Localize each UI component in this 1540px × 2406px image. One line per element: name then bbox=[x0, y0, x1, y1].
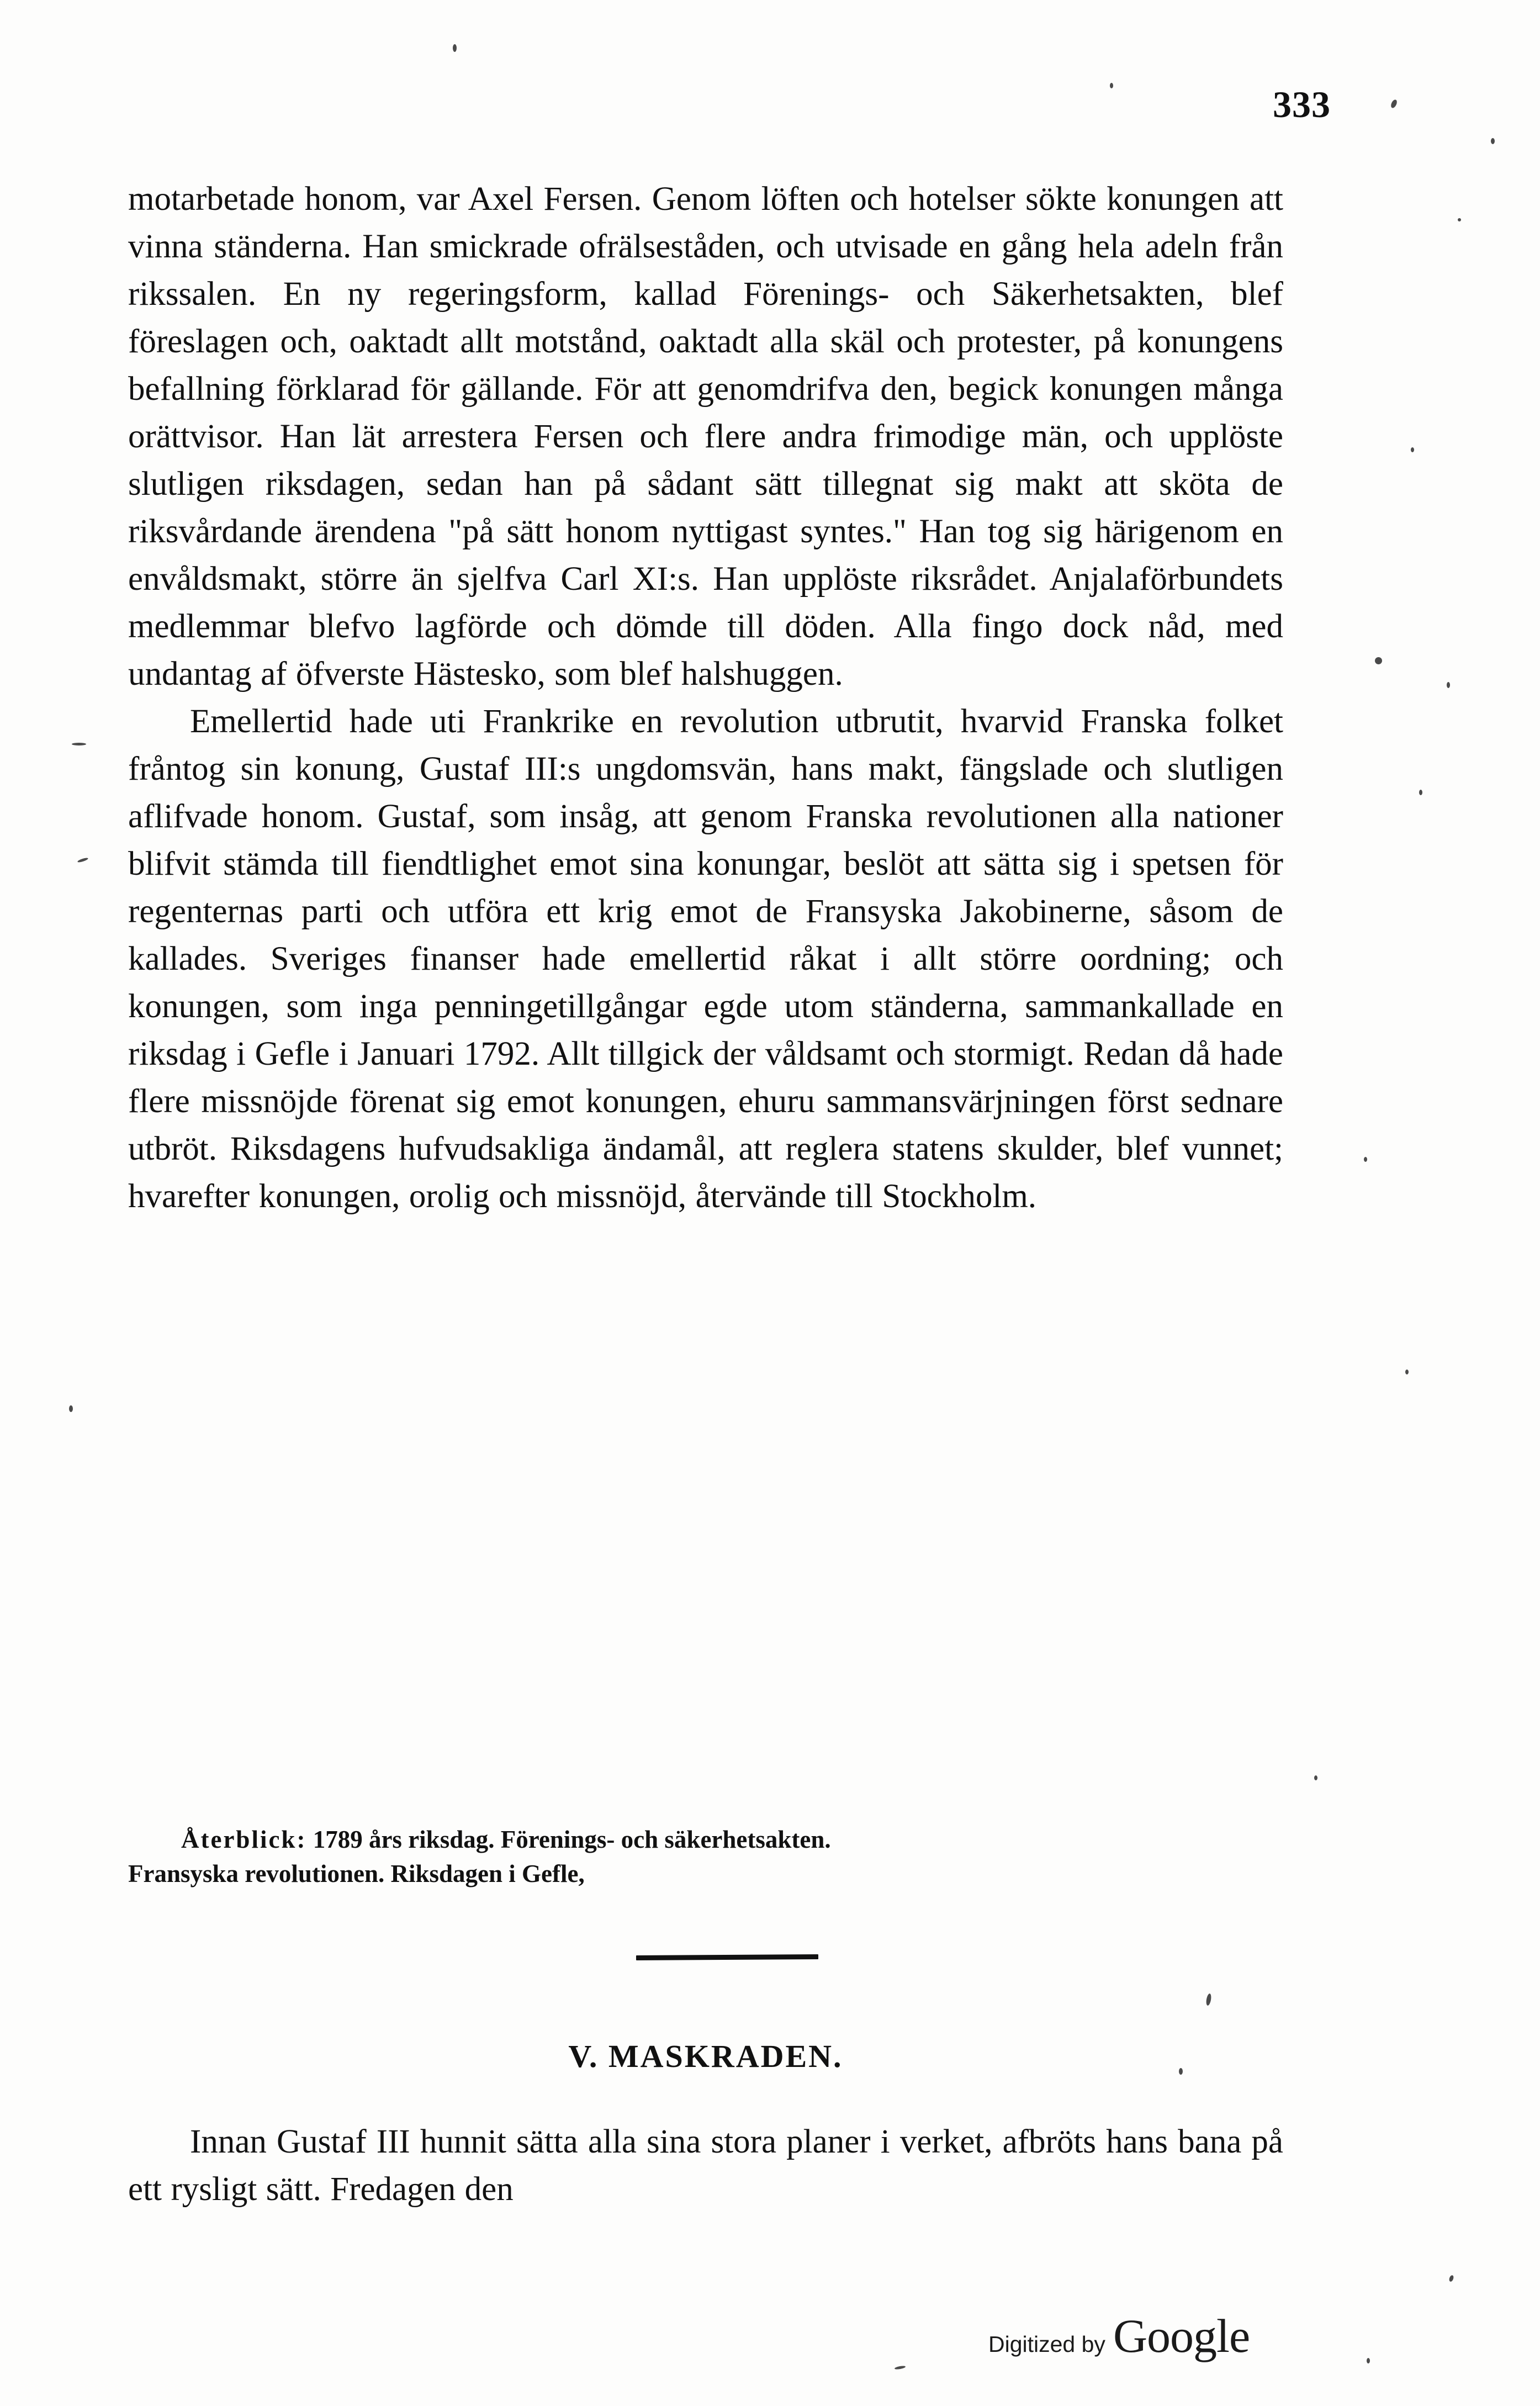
summary-lead-label: Återblick: bbox=[181, 1826, 307, 1853]
marginal-summary bbox=[128, 1822, 1283, 1891]
scan-speck bbox=[1110, 83, 1113, 88]
section-divider-rule bbox=[636, 1954, 818, 1960]
scan-speck bbox=[1364, 1157, 1367, 1162]
scan-speck bbox=[1375, 657, 1382, 664]
scan-speck bbox=[1411, 447, 1414, 452]
google-wordmark: Google bbox=[1113, 2309, 1250, 2362]
scan-speck bbox=[1179, 2068, 1183, 2075]
scan-speck bbox=[1205, 1993, 1212, 2006]
digitization-watermark bbox=[988, 2309, 1250, 2362]
scan-speck bbox=[1458, 218, 1461, 221]
scan-speck bbox=[895, 2365, 906, 2370]
section-heading: V. MASKRADEN. bbox=[568, 2038, 843, 2074]
scan-speck bbox=[1367, 2358, 1370, 2363]
scan-speck bbox=[77, 857, 89, 863]
scan-speck bbox=[72, 743, 86, 745]
scan-speck bbox=[1405, 1369, 1409, 1374]
paragraph-1: motarbetade honom, var Axel Fersen. Genom löften och hotelser sökte konungen att vinna ständerna. Han smickrade ofrälseståden, och utvisade en gång hela adeln från rikssalen. En ny regeringsform, kallad Förenings- och Säkerhetsakten, blef föreslagen och, oaktadt allt motstånd, oaktadt alla skäl och protester, på konungens befallning förklarad för gällande. För att genomdrifva den, begick konungen många orättvisor. Han lät arrestera Fersen och flere andra frimodige män, och upplöste slutligen riksdagen, sedan han på sådant sätt tillegnat sig makt att sköta de riksvårdande ärendena "på sätt honom nyttigast syntes." Han tog sig härigenom en envåldsmakt, större än sjelfva Carl XI:s. Han upplöste riksrådet. Anjalaförbundets medlemmar blefvo lagförde och dömde till döden. Alla fingo dock nåd, med undantag af öfverste Hästesko, som blef halshuggen. bbox=[128, 181, 1283, 692]
scan-speck bbox=[453, 44, 457, 52]
page-number: 333 bbox=[1273, 83, 1331, 125]
summary-line-1 bbox=[128, 1822, 1283, 1857]
paragraph-2: Emellertid hade uti Frankrike en revolution utbrutit, hvarvid Franska folket fråntog sin konung, Gustaf III:s ungdomsvän, hans makt, fängslade och slutligen aflifvade honom. Gustaf, som insåg, att genom Franska revolutionen alla nationer blifvit stämda till fiendtlighet emot sina konungar, beslöt att sätta sig i spetsen för regenternas parti och utföra ett krig emot de Fransyska Jakobinerne, såsom de kallades. Sveriges finanser hade emellertid råkat i allt större oordning; och konungen, som inga penningetillgångar egde utom ständerna, sammankallade en riksdag i Gefle i Januari 1792. Allt tillgick der våldsamt och stormigt. Redan då hade flere missnöjde förenat sig emot konungen, ehuru sammansvärjningen först sednare utbröt. Riksdagens hufvudsakliga ändamål, att reglera statens skulder, blef vunnet; hvarefter konungen, orolig och missnöjd, återvände till Stockholm. bbox=[128, 703, 1283, 1215]
scan-speck bbox=[1390, 99, 1398, 109]
body-text-block bbox=[128, 176, 1283, 1220]
scan-speck bbox=[1314, 1775, 1317, 1780]
scan-speck bbox=[1448, 2275, 1454, 2282]
scan-speck bbox=[69, 1405, 73, 1412]
paragraph-3: Innan Gustaf III hunnit sätta alla sina stora planer i verket, afbröts hans bana på ett rysligt sätt. Fredagen den bbox=[128, 2123, 1283, 2208]
scan-speck bbox=[1419, 790, 1422, 795]
scan-speck bbox=[1447, 682, 1450, 688]
section-opening-block bbox=[128, 2118, 1283, 2213]
scan-speck bbox=[1491, 138, 1495, 144]
summary-line-2: Fransyska revolutionen. Riksdagen i Gefle, bbox=[128, 1860, 585, 1887]
watermark-prefix: Digitized by bbox=[988, 2331, 1105, 2357]
summary-line-1-rest: 1789 års riksdag. Förenings- och säkerhetsakten. bbox=[313, 1826, 831, 1853]
